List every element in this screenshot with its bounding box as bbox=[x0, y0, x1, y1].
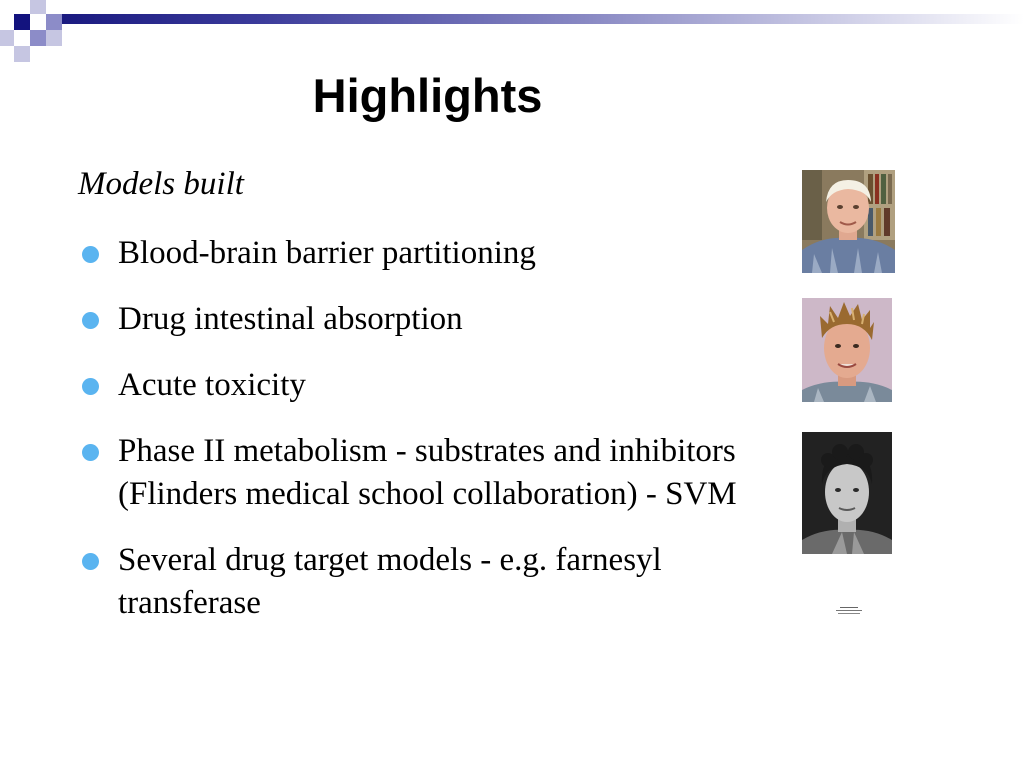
header-square bbox=[46, 14, 62, 30]
header-decoration bbox=[0, 0, 1024, 62]
header-square bbox=[30, 0, 46, 14]
bullet-list bbox=[78, 232, 798, 648]
bullet-icon bbox=[82, 246, 99, 263]
bullet-icon bbox=[82, 312, 99, 329]
bullet-text: Phase II metabolism - substrates and inhibitors (Flinders medical school collaboration) - SVM bbox=[118, 433, 737, 512]
bullet-icon bbox=[82, 378, 99, 395]
list-item bbox=[78, 232, 798, 275]
list-item bbox=[78, 430, 798, 516]
bullet-icon bbox=[82, 444, 99, 461]
header-square bbox=[14, 14, 30, 30]
portrait-photo-3 bbox=[802, 432, 892, 554]
header-square bbox=[46, 30, 62, 46]
portrait-photo-2 bbox=[802, 298, 892, 402]
header-square bbox=[0, 30, 14, 46]
portrait-photo-1 bbox=[802, 170, 895, 273]
list-item bbox=[78, 298, 798, 341]
header-square bbox=[30, 30, 46, 46]
header-gradient-bar bbox=[62, 14, 1024, 24]
bullet-text: Drug intestinal absorption bbox=[118, 301, 463, 337]
header-square bbox=[14, 46, 30, 62]
bullet-text: Acute toxicity bbox=[118, 367, 306, 403]
bullet-text: Blood-brain barrier partitioning bbox=[118, 235, 536, 271]
subheading: Models built bbox=[78, 166, 244, 202]
tiny-caption-graphic bbox=[834, 607, 864, 617]
slide-title: Highlights bbox=[312, 69, 543, 122]
list-item bbox=[78, 539, 798, 625]
list-item bbox=[78, 364, 798, 407]
bullet-text: Several drug target models - e.g. farnesyl transferase bbox=[118, 542, 662, 621]
bullet-icon bbox=[82, 553, 99, 570]
